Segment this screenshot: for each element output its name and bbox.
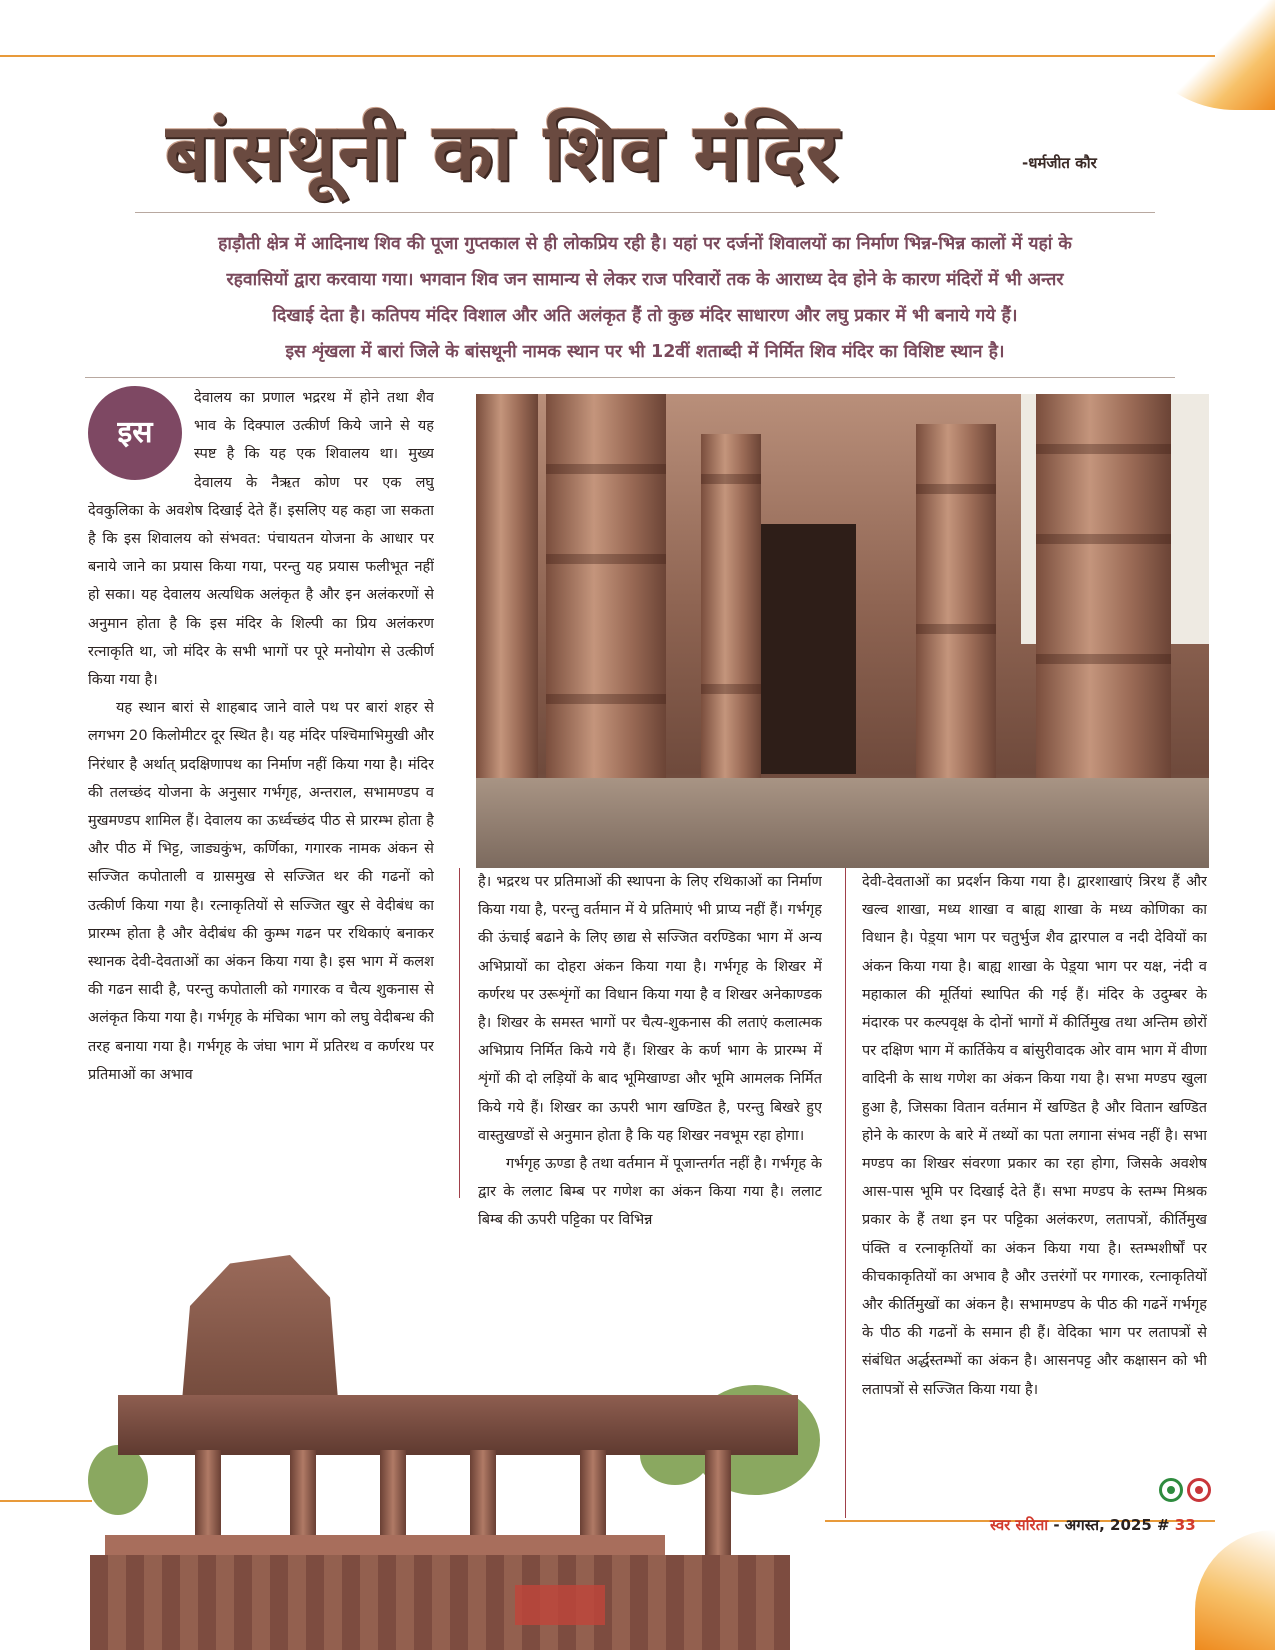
target-circle-icon <box>1187 1478 1211 1502</box>
dropcap: इस <box>88 386 182 480</box>
photo-roof <box>118 1395 798 1455</box>
page-footer <box>990 1515 1196 1535</box>
temple-exterior-photo <box>0 1255 825 1650</box>
page-number: 33 <box>1174 1516 1196 1534</box>
intro-block <box>120 226 1170 370</box>
decorative-circles <box>1155 1478 1211 1506</box>
article-paragraph: देवी-देवताओं का प्रदर्शन किया गया है। द्वारशाखाएं त्रिरथ हैं और खल्व शाखा, मध्य शाखा व बाह्य शाखा के मध्य कोणिका का विधान है। पेड़्या भाग पर चतुर्भुज शैव द्वारपाल व नदी देवियों का अंकन किया गया है। बाह्य शाखा के पेड़्या भाग पर यक्ष, नंदी व महाकाल की मूर्तियां स्थापित की गई हैं। मंदिर के उदुम्बर के मंदारक पर कल्पवृक्ष के दोनों भागों में कीर्तिमुख तथा अन्तिम छोरों पर दक्षिण भाग में कार्तिकेय व बांसुरीवादक ओर वाम भाग में वीणा वादिनी के साथ गणेश का अंकन किया गया है। सभा मण्डप खुला हुआ है, जिसका वितान वर्तमान में खण्डित है और वितान खण्डित होने के कारण के बारे में तथ्यों का पता लगाना संभव नहीं है। सभा मण्डप का शिखर संवरणा प्रकार का रहा होगा, जिसके अवशेष आस-पास भूमि पर दिखाई देते हैं। सभा मण्डप के स्तम्भ मिश्रक प्रकार के हैं तथा इन पर पट्टिका अलंकरण, लतापत्रों, कीर्तिमुख पंक्ति व रत्नाकृतियों का अंकन किया गया है। स्तम्भशीर्षों पर कीचकाकृतियों का अभाव है और उत्तरंगों पर गगारक, रत्नाकृतियों और कीर्तिमुखों का अंकन है। सभामण्डप के पीठ की गढनें गर्भगृह के पीठ की गढनों के समान ही हैं। वेदिका भाग पर लतापत्रों से संबंधित अर्द्धस्तम्भों का अंकन है। आसनपट्ट और कक्षासन को भी लतापत्रों से सज्जित किया गया है। <box>862 874 1207 1398</box>
page-title: बांसथूनी का शिव मंदिर <box>165 108 841 198</box>
top-rule <box>0 55 1215 57</box>
photo-plinth <box>90 1555 790 1650</box>
article-paragraph: है। भद्ररथ पर प्रतिमाओं की स्थापना के लिए रथिकाओं का निर्माण किया गया है, परन्तु वर्तमान में ये प्रतिमाएं भी प्राप्य नहीं हैं। गर्भगृह की ऊंचाई बढाने के लिए छाद्य से सज्जित वरण्डिका भाग में अन्य अभिप्रायों का दोहरा अंकन किया गया है। गर्भगृह के शिखर में कर्णरथ पर उरूशृंगों का विधान किया गया है व शिखर अनेकाण्डक है। शिखर के समस्त भागों पर चैत्य-शुकनास की लताएं कलात्मक अभिप्राय निर्मित किये गये हैं। शिखर के कर्ण भाग के प्रारम्भ में शृंगों की दो लड़ियों के बाद भूमिखाण्डा और भूमि आमलक निर्मित किये गये हैं। शिखर का ऊपरी भाग खण्डित है, परन्तु बिखरे हुए वास्तुखण्डों से अनुमान होता है कि यह शिखर नवभूम रहा होगा। <box>478 874 822 1144</box>
magazine-name: स्वर सरिता <box>990 1516 1049 1534</box>
article-paragraph: यह स्थान बारां से शाहबाद जाने वाले पथ पर बारां शहर से लगभग 20 किलोमीटर दूर स्थित है। यह मंदिर पश्चिमाभिमुखी और निरंधार है अर्थात् प्रदक्षिणापथ का निर्माण नहीं किया गया है। मंदिर की तलच्छंद योजना के अनुसार गर्भगृह, अन्तराल, सभामण्डप व मुखमण्डप शामिल हैं। देवालय का ऊर्ध्वच्छंद पीठ से प्रारम्भ होता है और पीठ में भिट्ट, जाड्यकुंभ, कर्णिका, गगारक नामक अंकन से सज्जित कपोताली व ग्रासमुख से सज्जित थर की गढनों को उत्कीर्ण किया गया है। रत्नाकृतियों से सज्जित खुर से वेदीबंध का प्रारम्भ होता है और वेदीबंध की कुम्भ गढन पर रथिकाएं बनाकर स्थानक देवी-देवताओं का अंकन किया गया है। इस भाग में कलश की गढन सादी है, परन्तु कपोताली को गगारक व चैत्य शुकनास से अलंकृत किया गया है। गर्भगृह के मंचिका भाग को लघु वेदीबन्ध की तरह बनाया गया है। गर्भगृह के जंघा भाग में प्रतिरथ व कर्णरथ पर प्रतिमाओं का अभाव <box>88 700 434 1083</box>
footer-rule <box>0 1500 92 1502</box>
photo-tree <box>88 1445 148 1515</box>
target-circle-icon <box>1159 1478 1183 1502</box>
photo-pillar <box>916 424 996 804</box>
article-column-3 <box>862 868 1207 1518</box>
title-divider <box>135 212 1155 213</box>
issue-date: - अगस्त, 2025 # <box>1048 1516 1175 1534</box>
author-byline: -धर्मजीत कौर <box>1022 154 1097 172</box>
column-divider <box>845 868 846 1518</box>
intro-line: रहवासियों द्वारा करवाया गया। भगवान शिव जन सामान्य से लेकर राज परिवारों तक के आराध्य देव होने के कारण मंदिरों में भी अन्तर <box>226 270 1064 290</box>
article-column-2 <box>478 868 822 1248</box>
corner-decoration-bottom <box>1195 1530 1275 1650</box>
article-column-1 <box>88 384 434 1204</box>
column-divider <box>459 868 460 1198</box>
intro-line: इस शृंखला में बारां जिले के बांसथूनी नामक स्थान पर भी 12वीं शताब्दी में निर्मित शिव मंदिर का विशिष्ट स्थान है। <box>285 342 1005 362</box>
photo-floor <box>476 778 1209 868</box>
intro-line: हाड़ौती क्षेत्र में आदिनाथ शिव की पूजा गुप्तकाल से ही लोकप्रिय रही है। यहां पर दर्जनों शिवालयों का निर्माण भिन्न-भिन्न कालों में यहां के <box>218 234 1072 254</box>
temple-interior-photo <box>476 394 1209 868</box>
intro-line: दिखाई देता है। कतिपय मंदिर विशाल और अति अलंकृत हैं तो कुछ मंदिर साधारण और लघु प्रकार में भी बनाये गये हैं। <box>272 306 1018 326</box>
photo-pillar <box>701 434 761 814</box>
photo-red-patch <box>515 1585 605 1625</box>
article-paragraph: देवालय का प्रणाल भद्ररथ में होने तथा शैव भाव के दिक्पाल उत्कीर्ण किये जाने से यह स्पष्ट है कि यह एक शिवालय था। मुख्य देवालय के नैऋत कोण पर एक लघु देवकुलिका के अवशेष दिखाई देते हैं। इसलिए यह कहा जा सकता है कि इस शिवालय को संभवत: पंचायतन योजना के आधार पर बनाये जाने का प्रयास किया गया, परन्तु यह प्रयास फलीभूत नहीं हो सका। यह देवालय अत्यधिक अलंकृत है और इन अलंकरणों से अनुमान होता है कि इस मंदिर के शिल्पी का प्रिय अलंकरण रत्नाकृति था, जो मंदिर के सभी भागों पर पूरे मनोयोग से उत्कीर्ण किया गया है। <box>88 390 434 689</box>
intro-divider <box>85 377 1175 378</box>
article-paragraph: गर्भगृह ऊण्डा है तथा वर्तमान में पूजान्तर्गत नहीं है। गर्भगृह के द्वार के ललाट बिम्ब पर गणेश का अंकन किया गया है। ललाट बिम्ब की ऊपरी पट्टिका पर विभिन्न <box>478 1156 822 1229</box>
